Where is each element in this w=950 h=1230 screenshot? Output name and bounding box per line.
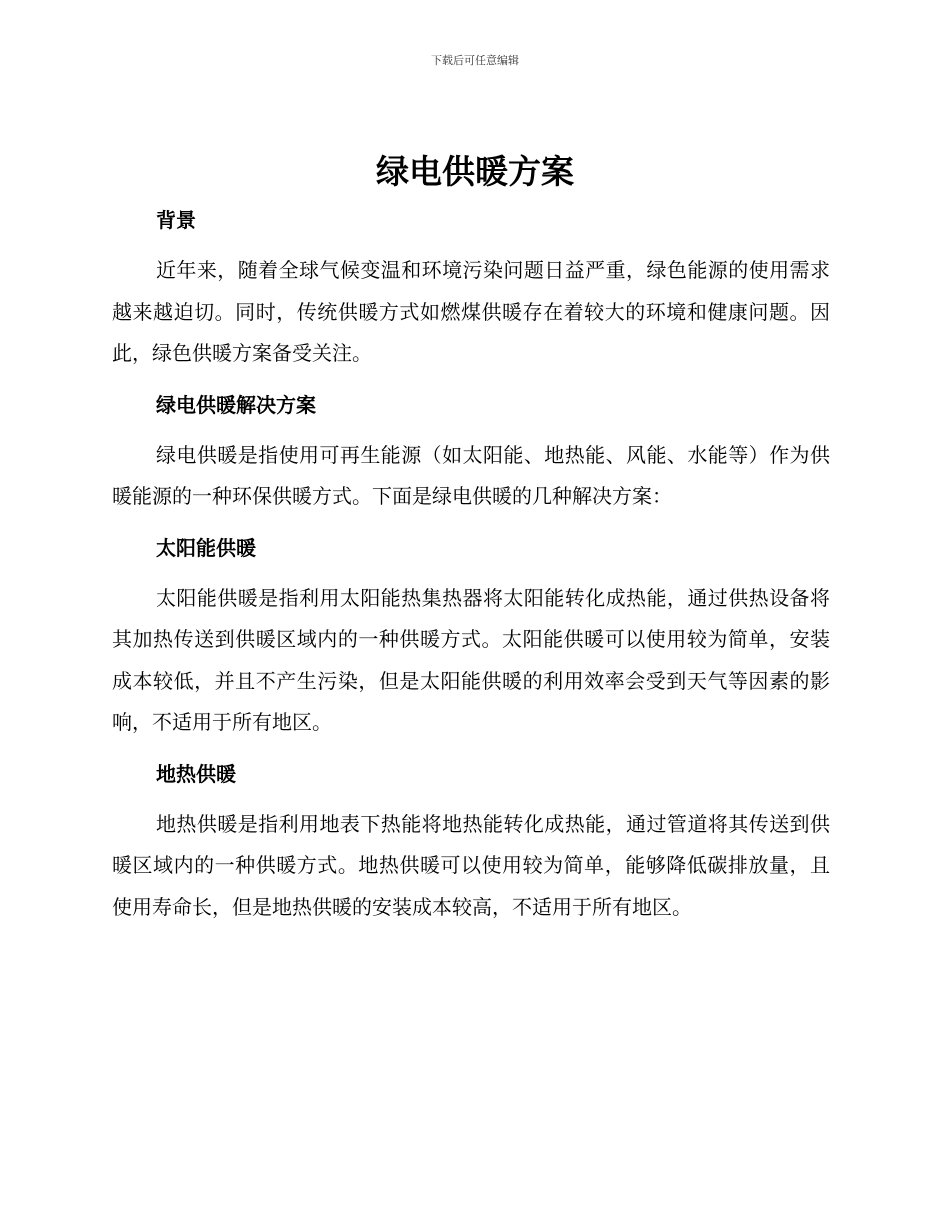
section-heading-solutions: 绿电供暖解决方案 xyxy=(156,392,316,417)
document-title: 绿电供暖方案 xyxy=(376,152,574,191)
section-body-solutions: 绿电供暖是指使用可再生能源（如太阳能、地热能、风能、水能等）作为供暖能源的一种环保供暖方式。下面是绿电供暖的几种解决方案： xyxy=(112,442,830,508)
document-body xyxy=(112,204,830,928)
section-heading-solar-heating: 太阳能供暖 xyxy=(156,535,256,560)
section-body-geothermal-heating: 地热供暖是指利用地表下热能将地热能转化成热能，通过管道将其传送到供暖区域内的一种供暖方式。地热供暖可以使用较为简单，能够降低碳排放量，且使用寿命长，但是地热供暖的安装成本较高，不适用于所有地区。 xyxy=(112,811,830,919)
section-heading-background: 背景 xyxy=(156,208,196,232)
section-body-solar-heating: 太阳能供暖是指利用太阳能热集热器将太阳能转化成热能，通过供热设备将其加热传送到供暖区域内的一种供暖方式。太阳能供暖可以使用较为简单，安装成本较低，并且不产生污染，但是太阳能供暖的利用效率会受到天气等因素的影响，不适用于所有地区。 xyxy=(112,585,830,734)
page-header: 下载后可任意编辑 xyxy=(431,54,519,67)
section-body-background: 近年来，随着全球气候变温和环境污染问题日益严重，绿色能源的使用需求越来越迫切。同时，传统供暖方式如燃煤供暖存在着较大的环境和健康问题。因此，绿色供暖方案备受关注。 xyxy=(112,258,830,365)
section-heading-geothermal-heating: 地热供暖 xyxy=(156,761,236,786)
